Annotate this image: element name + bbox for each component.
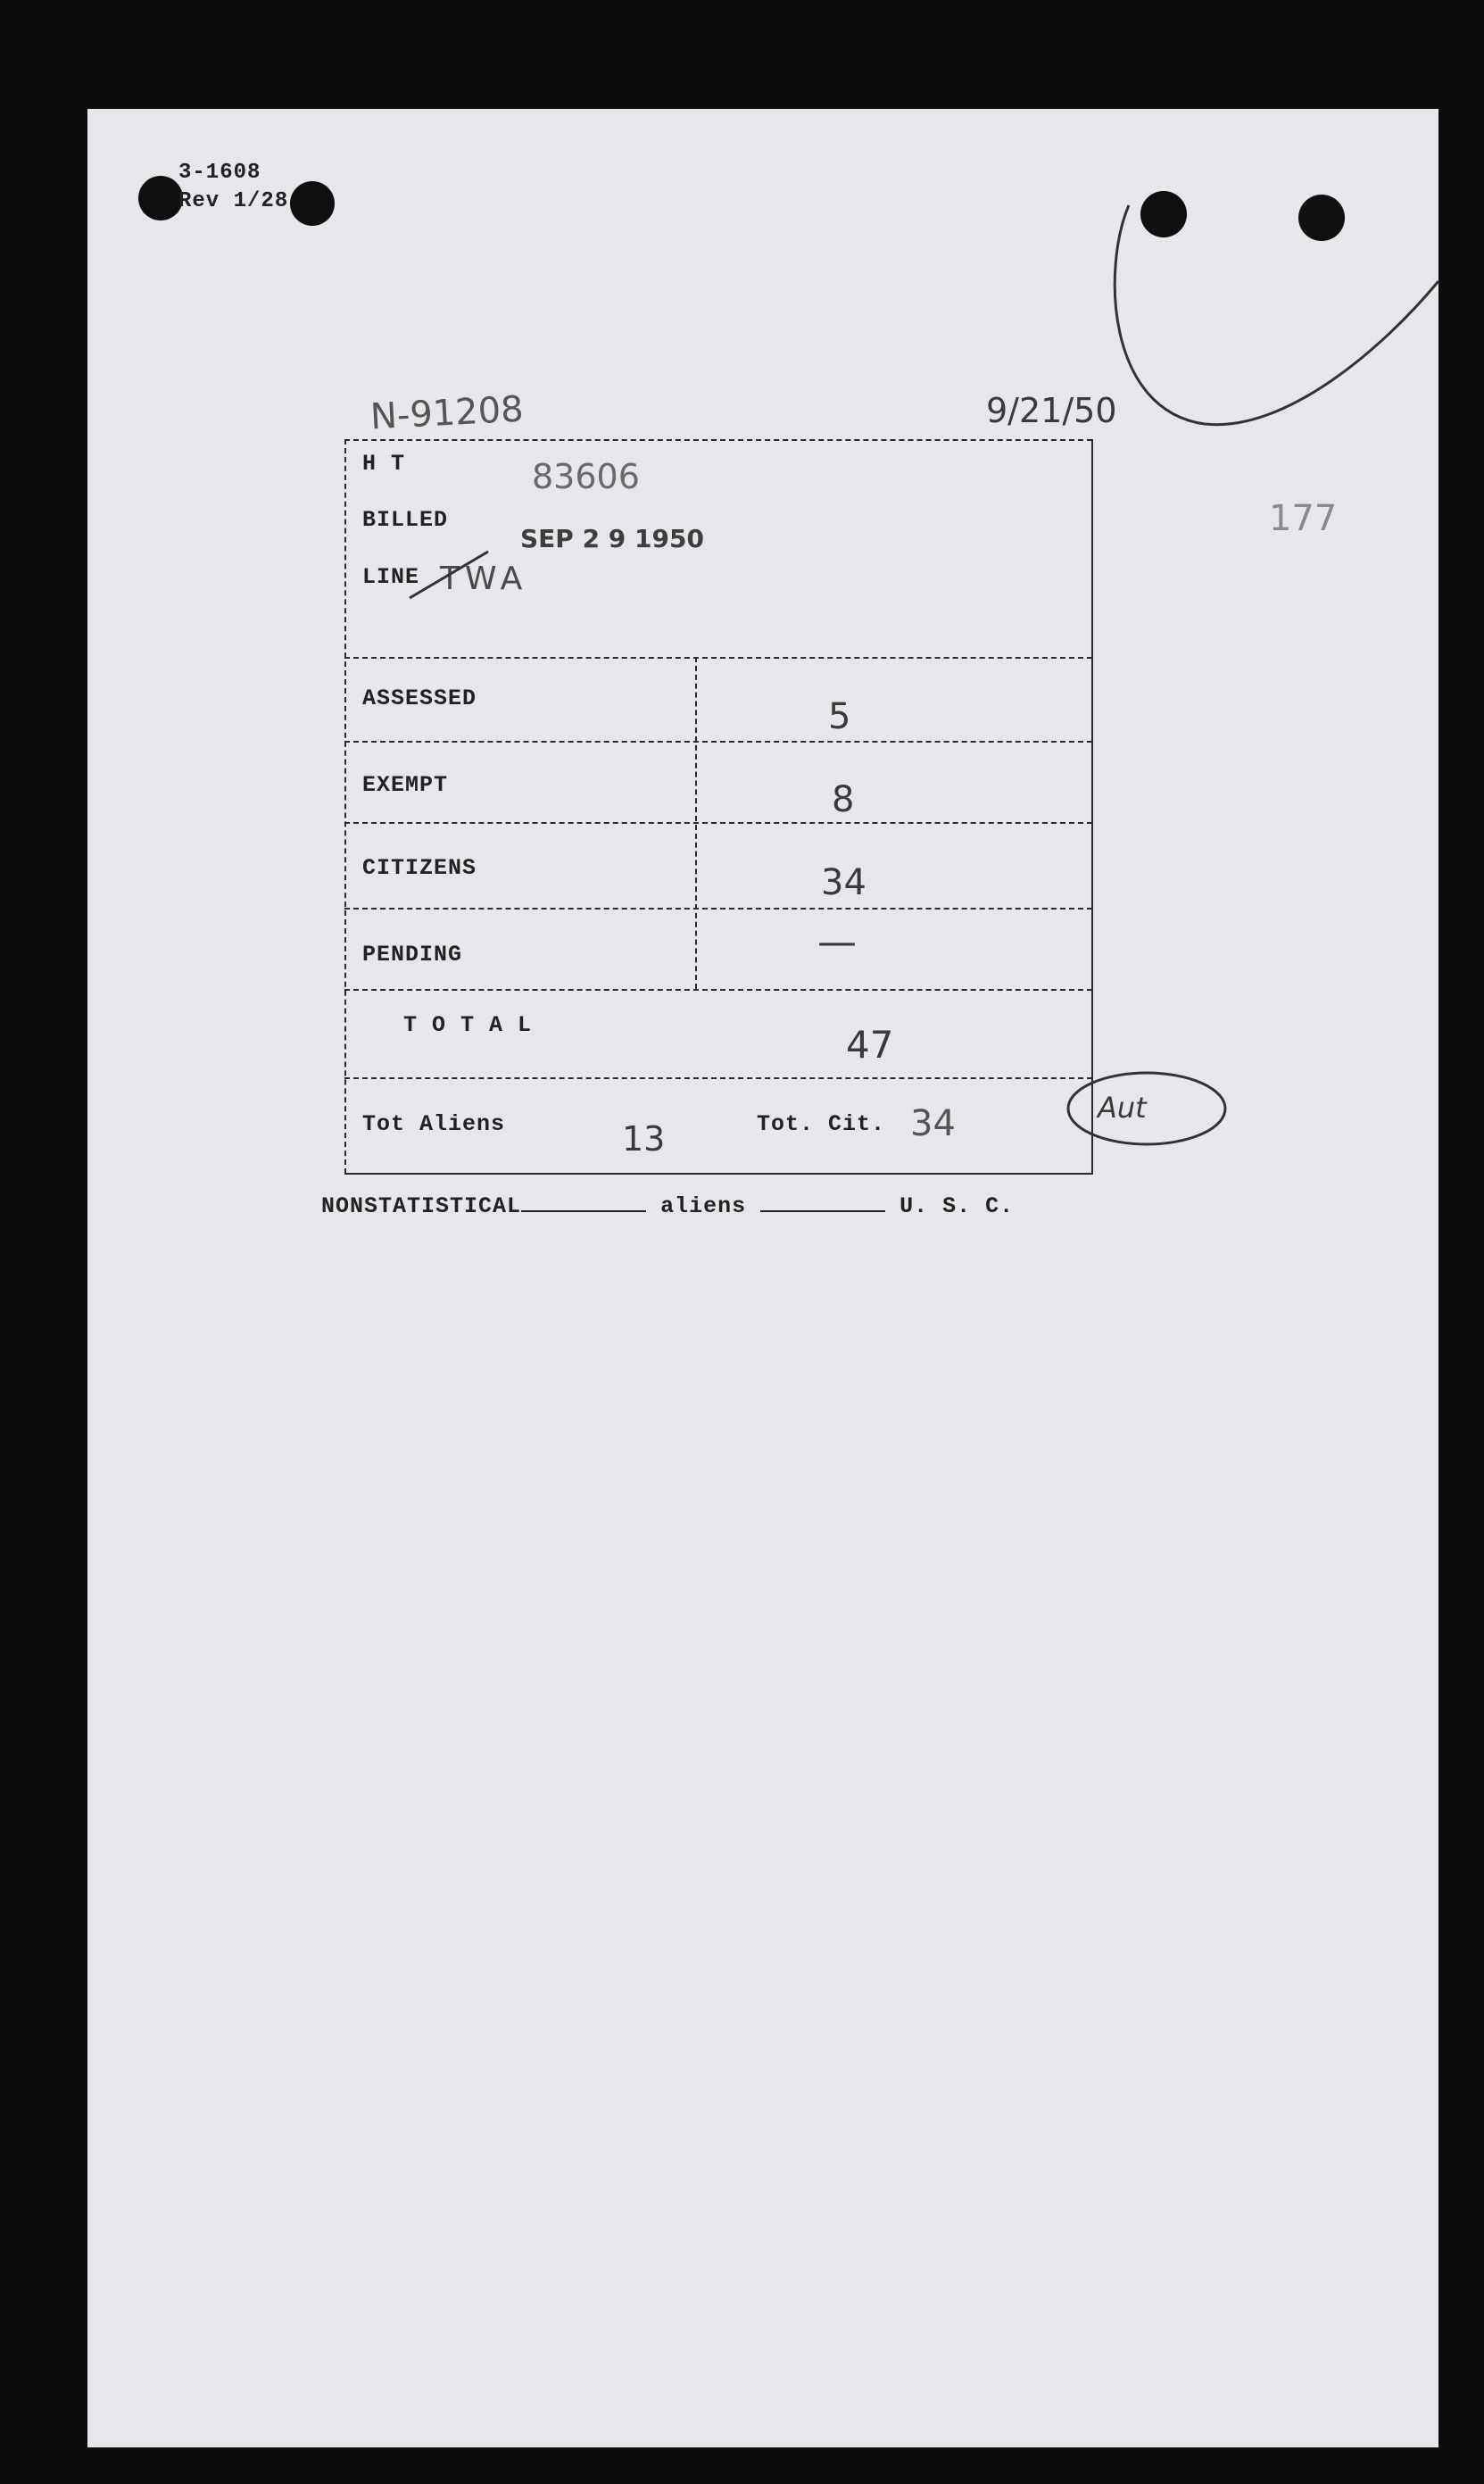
line-label: LINE	[362, 564, 420, 590]
row-divider-4	[344, 908, 1092, 910]
handwritten-curve	[1089, 125, 1446, 437]
billed-label: BILLED	[362, 507, 449, 533]
punch-hole-left-2	[290, 181, 335, 226]
total-label: T O T A L	[403, 1012, 533, 1038]
citizens-label: CITIZENS	[362, 855, 477, 881]
file-number: N-91208	[369, 388, 525, 438]
box-bottom-border	[344, 1173, 1093, 1175]
punch-hole-left	[138, 176, 183, 220]
row-divider-1	[344, 657, 1092, 659]
exempt-value: 8	[832, 779, 855, 820]
handwritten-date: 9/21/50	[986, 391, 1117, 430]
line-value-strike	[406, 544, 495, 607]
tot-cit-value: 34	[910, 1103, 956, 1144]
ht-number: 83606	[532, 457, 640, 496]
row-divider-2	[344, 741, 1092, 743]
form-number: 3-1608	[178, 161, 261, 185]
billed-date-stamp: SEP 2 9 1950	[520, 524, 704, 553]
usc-label: U. S. C.	[900, 1193, 1015, 1219]
line-value: TWA	[440, 561, 528, 597]
aliens-label: aliens	[660, 1193, 747, 1219]
exempt-label: EXEMPT	[362, 772, 449, 798]
initials-circle	[1064, 1068, 1230, 1150]
form-revision: Rev 1/28	[178, 189, 289, 213]
nonstatistical-blank	[521, 1192, 646, 1212]
tot-aliens-label: Tot Aliens	[362, 1111, 506, 1137]
page-number: 177	[1269, 498, 1338, 539]
tot-cit-label: Tot. Cit.	[757, 1111, 886, 1137]
assessed-label: ASSESSED	[362, 685, 477, 711]
total-value: 47	[846, 1023, 894, 1067]
box-top-border	[344, 439, 1092, 441]
pending-value: —	[817, 919, 857, 965]
nonstatistical-label: NONSTATISTICAL	[321, 1193, 522, 1219]
ht-label: H T	[362, 451, 406, 477]
pending-label: PENDING	[362, 942, 463, 968]
paper-sheet	[87, 109, 1438, 2447]
row-divider-5	[344, 989, 1092, 991]
row-divider-3	[344, 822, 1092, 824]
assessed-value: 5	[828, 696, 851, 737]
nonstatistical-line	[321, 1192, 1014, 1219]
row-divider-6	[344, 1077, 1092, 1079]
aliens-blank	[760, 1192, 885, 1212]
box-right-border	[1091, 439, 1093, 1174]
citizens-value: 34	[821, 862, 866, 903]
column-divider	[695, 657, 697, 989]
initials: Aut	[1098, 1091, 1147, 1125]
tot-aliens-value: 13	[622, 1119, 666, 1159]
box-left-border	[344, 439, 346, 1174]
